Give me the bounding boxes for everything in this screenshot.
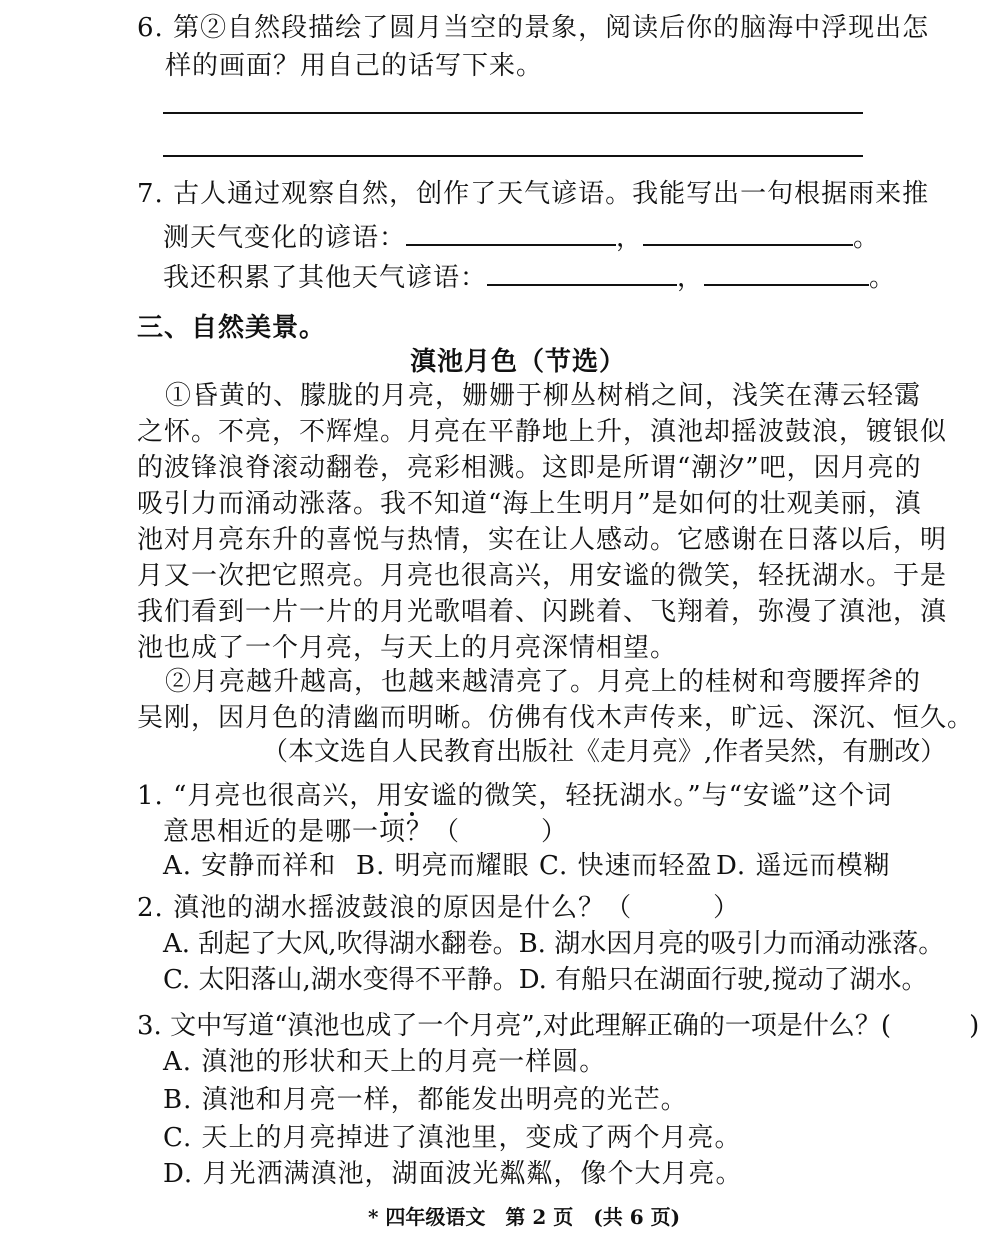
q2-option-b[interactable]: B. 湖水因月亮的吸引力而涌动涨落。 xyxy=(518,929,945,959)
q6-answer-line-2[interactable] xyxy=(163,155,863,157)
q1-option-d[interactable]: D. 遥远而模糊 xyxy=(716,851,891,881)
q1-option-c[interactable]: C. 快速而轻盈 xyxy=(539,851,713,881)
passage-line: ②月亮越升越高，也越来越清亮了。月亮上的桂树和弯腰挥斧的 xyxy=(165,667,922,697)
section-heading: 三、自然美景。 xyxy=(137,313,327,343)
passage-line: ①昏黄的、朦胧的月亮，姗姗于柳丛树梢之间，浅笑在薄云轻霭 xyxy=(165,381,922,411)
passage-line: 池也成了一个月亮，与天上的月亮深情相望。 xyxy=(137,633,678,663)
q2-option-c[interactable]: C. 太阳落山,湖水变得不平静。 xyxy=(163,965,519,995)
passage-title: 滇池月色（节选） xyxy=(410,347,627,377)
passage-line: 吴刚，因月色的清幽而明晰。仿佛有伐木声传来，旷远、深沉、恒久。 xyxy=(137,703,975,733)
q7-prompt-1: 测天气变化的谚语： xyxy=(163,223,407,253)
q7-prompt-2: 我还积累了其他天气谚语： xyxy=(163,263,488,293)
emphasis-dot xyxy=(384,812,388,816)
q7-period-1: 。 xyxy=(853,223,881,253)
q1-line-1: 1. “月亮也很高兴，用安谧的微笑，轻抚湖水。”与“安谧”这个词 xyxy=(137,781,893,811)
q2-options-row-2 xyxy=(163,962,927,998)
q3-line-1: 3. 文中写道“滇池也成了一个月亮”,对此理解正确的一项是什么？( ) xyxy=(137,1011,980,1041)
passage-line: 吸引力而涌动涨落。我不知道“海上生明月”是如何的壮观美丽，滇 xyxy=(137,489,922,519)
q7-line-2 xyxy=(163,220,880,256)
q7-blank-3[interactable] xyxy=(487,262,677,286)
passage-line: 月又一次把它照亮。月亮也很高兴，用安谧的微笑，轻抚湖水。于是 xyxy=(137,561,948,591)
q7-comma-2: ， xyxy=(677,263,705,293)
q6-line-1: 6. 第②自然段描绘了圆月当空的景象，阅读后你的脑海中浮现出怎 xyxy=(137,13,930,43)
q6-answer-line-1[interactable] xyxy=(163,112,863,114)
page-footer: * 四年级语文 第 2 页 (共 6 页) xyxy=(368,1205,681,1229)
passage-line: 的波锋浪脊滚动翻卷，亮彩相溅。这即是所谓“潮汐”吧，因月亮的 xyxy=(137,453,922,483)
passage-line: 池对月亮东升的喜悦与热情，实在让人感动。它感谢在日落以后，明 xyxy=(137,525,948,555)
q3-option-a[interactable]: A. 滇池的形状和天上的月亮一样圆。 xyxy=(163,1047,607,1077)
q2-option-a[interactable]: A. 刮起了大风,吹得湖水翻卷。 xyxy=(163,929,519,959)
q6-line-2: 样的画面？用自己的话写下来。 xyxy=(165,51,544,81)
q3-option-c[interactable]: C. 天上的月亮掉进了滇池里，变成了两个月亮。 xyxy=(163,1123,742,1153)
emphasis-dot xyxy=(410,812,414,816)
q2-option-d[interactable]: D. 有船只在湖面行驶,搅动了湖水。 xyxy=(518,965,928,995)
q7-blank-1[interactable] xyxy=(406,222,616,246)
q7-comma-1: ， xyxy=(616,223,644,253)
q7-blank-2[interactable] xyxy=(643,222,853,246)
q2-options-row-1 xyxy=(163,926,944,962)
q1-line-2: 意思相近的是哪一项？（ ） xyxy=(163,817,569,847)
q2-line-1: 2. 滇池的湖水摇波鼓浪的原因是什么？（ ） xyxy=(137,893,741,923)
q3-option-b[interactable]: B. 滇池和月亮一样，都能发出明亮的光芒。 xyxy=(163,1085,688,1115)
q1-option-a[interactable]: A. 安静而祥和 xyxy=(163,851,337,881)
q7-period-2: 。 xyxy=(869,263,897,293)
q7-line-3 xyxy=(163,260,896,296)
q3-option-d[interactable]: D. 月光洒满滇池，湖面波光粼粼，像个大月亮。 xyxy=(163,1159,743,1189)
passage-line: 之怀。不亮，不辉煌。月亮在平静地上升，滇池却摇波鼓浪，镀银似 xyxy=(137,417,948,447)
q7-blank-4[interactable] xyxy=(704,262,869,286)
passage-source: （本文选自人民教育出版社《走月亮》,作者吴然，有删改） xyxy=(262,737,947,767)
q1-option-b[interactable]: B. 明亮而耀眼 xyxy=(356,851,530,881)
passage-line: 我们看到一片一片的月光歌唱着、闪跳着、飞翔着，弥漫了滇池，滇 xyxy=(137,597,948,627)
q7-line-1: 7. 古人通过观察自然，创作了天气谚语。我能写出一句根据雨来推 xyxy=(137,179,930,209)
